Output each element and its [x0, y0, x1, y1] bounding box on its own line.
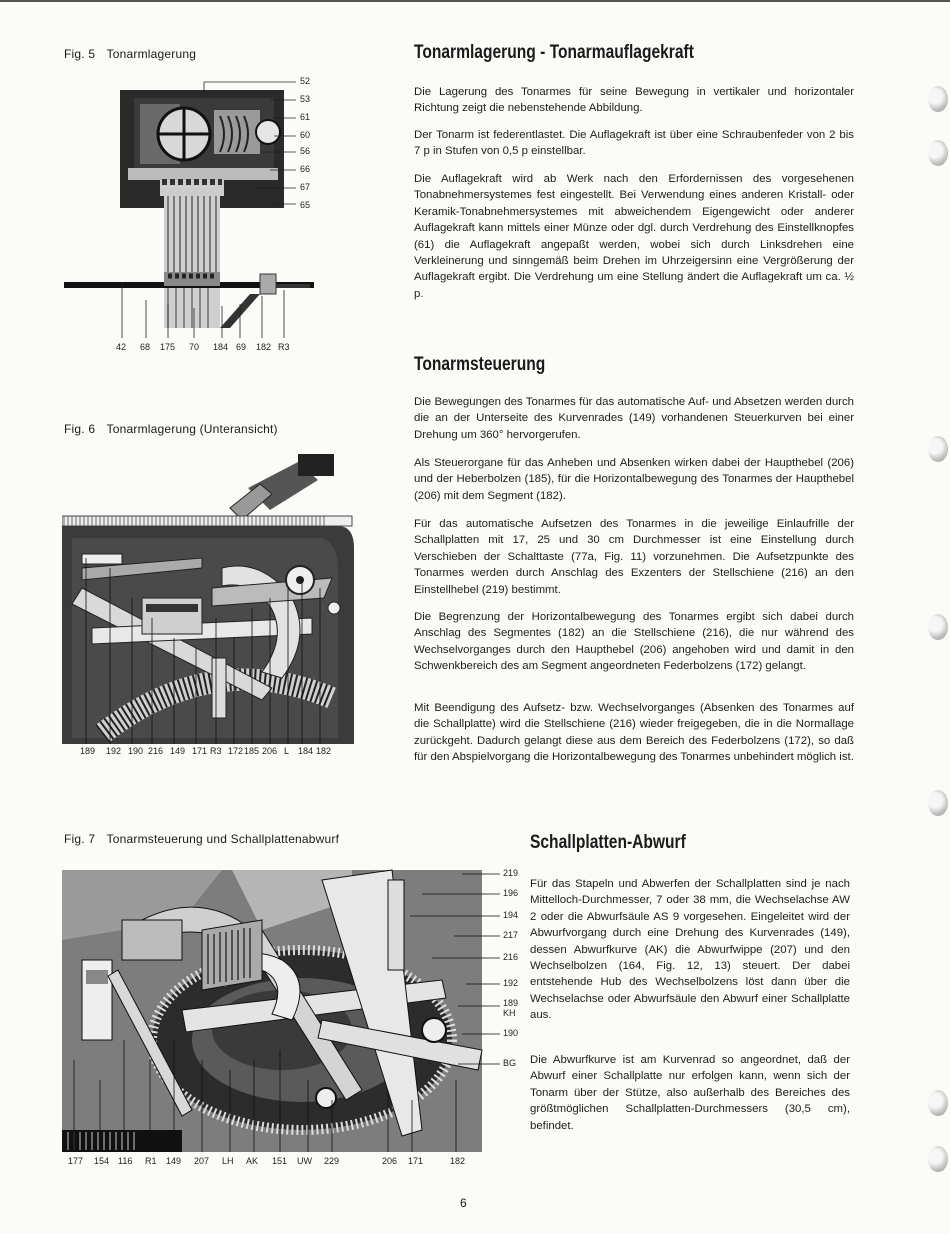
fig7-label: UW	[297, 1156, 312, 1166]
punch-hole	[928, 436, 948, 462]
punch-hole	[928, 614, 948, 640]
top-edge-line	[0, 0, 950, 2]
punch-hole	[928, 140, 948, 166]
fig6-label: 206	[262, 746, 278, 756]
punch-hole	[928, 1146, 948, 1172]
page-number: 6	[460, 1196, 467, 1210]
fig5-label: 175	[160, 342, 176, 352]
fig6-label: 190	[128, 746, 144, 756]
fig7-label: 177	[68, 1156, 84, 1166]
fig7-label: 207	[194, 1156, 210, 1166]
fig7-label: 219	[503, 868, 519, 878]
fig7-label: AK	[246, 1156, 259, 1166]
paragraph: Als Steuerorgane für das Anheben und Absenken wirken dabei der Haupthebel (206) und der Heberbolzen (185), für die Horizontalbewegung des Tonarmes der Haupthebel (206) mit dem Segment (182).	[414, 457, 854, 502]
fig7-label: 192	[503, 978, 519, 988]
fig5-label: 60	[300, 130, 311, 140]
paragraph: Die Bewegungen des Tonarmes für das automatische Auf- und Absetzen werden durch die an der Unterseite des Kurvenrades (149) vorhandenen Steuerkurven bei einer Drehung um 360° hervorgerufen.	[414, 396, 854, 441]
fig7-label: KH	[503, 1008, 516, 1018]
fig7-label: 216	[503, 952, 519, 962]
punch-hole	[928, 1090, 948, 1116]
punch-hole	[928, 790, 948, 816]
fig5-label: R3	[278, 342, 290, 352]
fig5-label: 53	[300, 94, 311, 104]
fig6-label: 171	[192, 746, 208, 756]
fig7-title: Tonarmsteuerung und Schallplattenabwurf	[106, 832, 340, 846]
fig5-label: 182	[256, 342, 272, 352]
fig5-label: 56	[300, 146, 311, 156]
fig7-label: 182	[450, 1156, 466, 1166]
fig6-label: 192	[106, 746, 122, 756]
fig5-label: 67	[300, 182, 311, 192]
fig5-label: 184	[213, 342, 229, 352]
fig5-label: 42	[116, 342, 127, 352]
fig7-label: R1	[145, 1156, 157, 1166]
fig5-label: 61	[300, 112, 311, 122]
fig5-caption	[64, 47, 196, 61]
fig6-label: 149	[170, 746, 186, 756]
fig5-label: 68	[140, 342, 151, 352]
fig7-label: 151	[272, 1156, 288, 1166]
fig5-title: Tonarmlagerung	[106, 47, 197, 61]
fig6-label: 184	[298, 746, 314, 756]
fig5-label: 65	[300, 200, 311, 210]
paragraph: Die Lagerung des Tonarmes für seine Bewegung in vertikaler und horizontaler Richtung zeigt die nebenstehende Abbildung.	[414, 86, 854, 115]
fig7-label: 149	[166, 1156, 182, 1166]
fig6-label: 172	[228, 746, 244, 756]
fig7-number: Fig. 7	[64, 832, 96, 846]
fig7-caption	[64, 832, 339, 846]
fig6-label: 185	[244, 746, 260, 756]
fig7-label: 189	[503, 998, 519, 1008]
fig5-label: 69	[236, 342, 247, 352]
fig6-illustration	[62, 448, 354, 744]
punch-hole	[928, 86, 948, 112]
section-heading-tonarmsteuerung: Tonarmsteuerung	[414, 354, 546, 375]
fig5-label: 70	[189, 342, 200, 352]
fig7-label: 196	[503, 888, 519, 898]
fig6-number: Fig. 6	[64, 422, 96, 436]
fig5-illustration	[64, 76, 314, 338]
section-heading-tonarmlagerung: Tonarmlagerung - Tonarmauflagekraft	[414, 42, 694, 63]
paragraph: Mit Beendigung des Aufsetz- bzw. Wechselvorganges (Absenken des Tonarmes auf die Schallplatte) wird die Stellschiene (216) wieder freigegeben, die in die Normallage zurückgeht. Dadurch gelangt diese aus dem Bereich des Federbolzens (172), so daß für den Abspielvorgang die Horizontalbewegung des Tonarmes unbehindert möglich ist.	[414, 702, 854, 764]
fig6-label: L	[284, 746, 290, 756]
fig6-label: 182	[316, 746, 332, 756]
paragraph: Der Tonarm ist federentlastet. Die Auflagekraft ist über eine Schraubenfeder von 2 bis 7 p in Stufen von 0,5 p einstellbar.	[414, 129, 854, 158]
fig7-label: 171	[408, 1156, 424, 1166]
fig6-title: Tonarmlagerung (Unteransicht)	[106, 422, 278, 436]
fig5-label: 52	[300, 76, 311, 86]
fig7-label: 194	[503, 910, 519, 920]
paragraph: Für das Stapeln und Abwerfen der Schallplatten sind je nach Mittelloch-Durchmesser, 7 oder 38 mm, die Wechselachse AW 2 oder die Abwurfsäule AS 9 vorgesehen. Eingeleitet wird der Abwurfvorgang durch eine Drehung des Kurvenrades (149), dessen Abwurfkurve (AK) die Abwurfwippe (207) und den Wechselbolzen (164, Fig. 12, 13) steuert. Der dabei entstehende Hub des Wechselbolzens löst dann über die Wechselachse oder Abwurfsäule den Abwurf einer Schallplatte aus.	[530, 878, 850, 1022]
fig7-label: 190	[503, 1028, 519, 1038]
paragraph: Die Abwurfkurve ist am Kurvenrad so angeordnet, daß der Abwurf einer Schallplatte nur erfolgen kann, wenn sich der Tonarm über der Stütze, also außerhalb des Bereiches des größtmöglichen Schallplatten-Durchmessers (30,5 cm), befindet.	[530, 1054, 850, 1132]
paragraph: Für das automatische Aufsetzen des Tonarmes in die jeweilige Einlaufrille der Schallplatten mit 17, 25 und 30 cm Durchmesser ist eine Einstellung durch Verschieben der Schalttaste (77a, Fig. 11) vorzunehmen. Die Aufsetzpunkte des Tonarmes werden durch Anschlag des Exzenters der Stellschiene (216) an den Einstellhebel (219) bestimmt.	[414, 518, 854, 596]
fig7-label: 116	[118, 1156, 133, 1166]
fig7-label: 217	[503, 930, 519, 940]
fig5-label: 66	[300, 164, 311, 174]
fig6-label: R3	[210, 746, 222, 756]
fig7-label: 154	[94, 1156, 110, 1166]
fig7-label: LH	[222, 1156, 234, 1166]
section-heading-schallplatten-abwurf: Schallplatten-Abwurf	[530, 832, 686, 853]
paragraph: Die Auflagekraft wird ab Werk nach den Erfordernissen des vorgesehenen Tonabnehmersystemes fest eingestellt. Bei Verwendung eines anderen Kristall- oder Keramik-Tonabnehmersystemes mit abweichendem Eigengewicht oder anderer Auflagekraft kann mittels einer Münze oder dgl. durch Verdrehung des Einstellknopfes (61) die Auflagekraft angepaßt werden, wobei sich durch Linksdrehen eine Verkleinerung und sinngemäß beim Drehen im Uhrzeigersinn eine Vergrößerung der Auflagekraft ergibt. Die Verdrehung um eine Stellung ändert die Auflagekraft um ca. ½ p.	[414, 173, 854, 300]
fig5-number: Fig. 5	[64, 47, 96, 61]
fig7-illustration	[62, 860, 500, 1152]
fig7-label: 229	[324, 1156, 340, 1166]
fig7-label: BG	[503, 1058, 517, 1068]
fig6-label: 189	[80, 746, 96, 756]
fig6-label: 216	[148, 746, 164, 756]
fig7-label: 206	[382, 1156, 398, 1166]
fig6-caption	[64, 422, 278, 436]
paragraph: Die Begrenzung der Horizontalbewegung des Tonarmes ergibt sich dabei durch Anschlag des Segmentes (182) an die Stellschiene (216), die nur während des Wechselvorganges durch den Haupthebel (206) angehoben wird und damit in den Schwenkbereich des am Segment angeordneten Federbolzens (172) gelangt.	[414, 611, 854, 673]
